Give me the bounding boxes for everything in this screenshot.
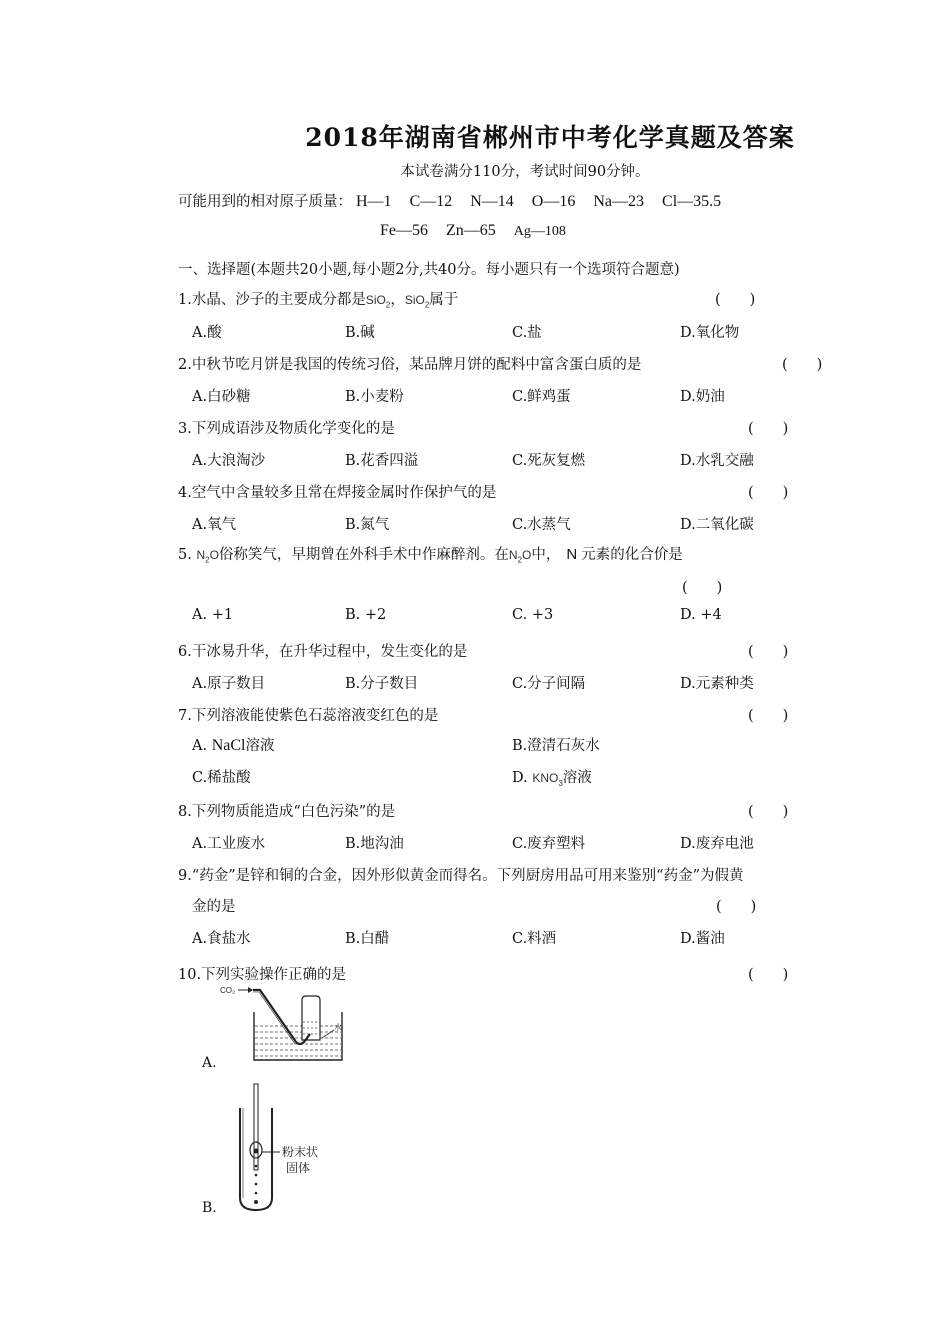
answer-blank: ( )	[748, 708, 789, 724]
atomic-mass-item: C—12	[409, 193, 453, 210]
question-7-option-c: C.稀盐酸	[192, 770, 251, 786]
question-3-option-b: B.花香四溢	[345, 453, 419, 469]
figure-b-text-1: 粉末状	[282, 1145, 319, 1159]
atomic-mass-row-1	[178, 190, 721, 211]
element-n: N	[566, 546, 578, 563]
question-4-stem: 4.空气中含量较多且常在焊接金属时作保护气的是	[178, 485, 497, 501]
question-4-option-b: B.氮气	[345, 517, 390, 533]
figure-b-test-tube	[218, 1074, 358, 1214]
answer-blank: ( )	[748, 644, 789, 660]
question-8-option-c: C.废弃塑料	[512, 836, 586, 852]
question-7-option-b: B.澄清石灰水	[512, 738, 600, 754]
question-1-option-a: A.酸	[192, 325, 222, 341]
figure-a-gas-label: CO₂	[220, 986, 236, 995]
powder-dots	[254, 1165, 258, 1204]
formula-n2o: $N_2O$	[508, 548, 532, 565]
dropper-stick	[254, 1084, 258, 1170]
question-1-stem: 1.水晶、沙子的主要成分都是SiO$_2$，SiO$_2$属于	[178, 292, 459, 310]
pointer-line	[322, 1030, 334, 1038]
question-4-option-a: A.氧气	[192, 517, 237, 533]
atomic-mass-row-2	[380, 222, 566, 240]
answer-blank: ( )	[748, 967, 789, 983]
question-2-option-a: A.白砂糖	[192, 389, 251, 405]
question-3-option-d: D.水乳交融	[680, 453, 754, 469]
question-2-stem: 2.中秋节吃月饼是我国的传统习俗，某品牌月饼的配料中富含蛋白质的是	[178, 357, 642, 373]
formula-sio2: SiO$_2$	[365, 293, 391, 310]
answer-blank: ( )	[682, 580, 723, 596]
question-5-option-a: A. +1	[192, 607, 234, 623]
question-6-option-d: D.元素种类	[680, 676, 754, 692]
question-5-option-d: D. +4	[680, 607, 722, 623]
question-1-option-c: C.盐	[512, 325, 542, 341]
answer-blank: ( )	[748, 804, 789, 820]
arrow-head-icon	[248, 987, 253, 993]
question-6-option-b: B.分子数目	[345, 676, 419, 692]
question-1-option-d: D.氧化物	[680, 325, 740, 341]
answer-blank: ( )	[748, 485, 789, 501]
atomic-mass-item: Fe—56	[380, 222, 428, 239]
question-6-option-c: C.分子间隔	[512, 676, 586, 692]
collection-bottle	[302, 996, 320, 1040]
question-7-option-d: D. $KNO_3$溶液	[512, 770, 592, 788]
question-8-option-a: A.工业废水	[192, 836, 266, 852]
question-6-stem: 6.干冰易升华，在升华过程中，发生变化的是	[178, 644, 468, 660]
exam-info: 本试卷满分110分，考试时间90分钟。	[400, 164, 650, 180]
question-7-stem: 7.下列溶液能使紫色石蕊溶液变红色的是	[178, 708, 439, 724]
figure-a-label: A.	[202, 1055, 217, 1071]
question-4-option-d: D.二氧化碳	[680, 517, 754, 533]
question-9-option-a: A.食盐水	[192, 931, 251, 947]
question-3-stem: 3.下列成语涉及物质化学变化的是	[178, 421, 395, 437]
question-3-option-a: A.大浪淘沙	[192, 453, 266, 469]
formula-sio2: SiO$_2$	[404, 293, 430, 310]
question-7-option-a: A. NaCl溶液	[192, 737, 275, 754]
atomic-mass-item: Na—23	[593, 193, 645, 210]
question-9-stem-cont: 金的是	[192, 899, 236, 915]
question-2-option-c: C.鲜鸡蛋	[512, 389, 571, 405]
question-6-option-a: A.原子数目	[192, 676, 266, 692]
water-trough	[254, 1012, 342, 1060]
figure-a-gas-collection	[218, 982, 358, 1070]
atomic-mass-item: H—1	[356, 193, 392, 210]
question-8-option-d: D.废弃电池	[680, 836, 754, 852]
question-1-option-b: B.碱	[345, 325, 375, 341]
section-heading: 一、选择题(本题共20小题,每小题2分,共40分。每小题只有一个选项符合题意)	[178, 262, 680, 278]
question-9-option-c: C.料酒	[512, 931, 557, 947]
answer-blank: ( )	[748, 421, 789, 437]
atomic-mass-item: Cl—35.5	[662, 193, 722, 210]
question-4-option-c: C.水蒸气	[512, 517, 571, 533]
answer-blank: ( )	[716, 899, 757, 915]
atomic-mass-item: Zn—65	[446, 222, 496, 239]
question-5-option-b: B. +2	[345, 607, 387, 623]
page-title: 2018年湖南省郴州市中考化学真题及答案	[305, 123, 795, 152]
answer-blank: ( )	[782, 357, 823, 373]
question-9-stem: 9.“药金”是锌和铜的合金，因外形似黄金而得名。下列厨房用品可用来鉴别“药金”为假黄	[178, 868, 744, 884]
question-9-option-b: B.白醋	[345, 931, 390, 947]
figure-b-text-2: 固体	[286, 1161, 311, 1175]
answer-blank: ( )	[715, 292, 756, 308]
question-8-option-b: B.地沟油	[345, 836, 404, 852]
figure-a-water-label: 水	[334, 1023, 342, 1032]
question-3-option-c: C.死灰复燃	[512, 453, 586, 469]
question-8-stem: 8.下列物质能造成“白色污染”的是	[178, 804, 396, 820]
figure-b-label: B.	[202, 1200, 217, 1216]
question-5-stem: 5. $N_2O$俗称笑气，早期曾在外科手术中作麻醉剂。在$N_2O$中， N 元素的化合价是	[178, 546, 683, 565]
atomic-mass-label: 可能用到的相对原子质量：	[178, 194, 352, 210]
atomic-mass-item: O—16	[531, 193, 576, 210]
question-2-option-b: B.小麦粉	[345, 389, 404, 405]
question-5-option-c: C. +3	[512, 607, 554, 623]
atomic-mass-item: N—14	[470, 193, 514, 210]
atomic-mass-item: Ag—108	[513, 224, 566, 239]
question-10-stem: 10.下列实验操作正确的是	[178, 967, 347, 983]
formula-n2o: $N_2O$	[196, 548, 219, 565]
water-pattern	[255, 1026, 341, 1056]
question-2-option-d: D.奶油	[680, 389, 725, 405]
question-9-option-d: D.酱油	[680, 931, 725, 947]
